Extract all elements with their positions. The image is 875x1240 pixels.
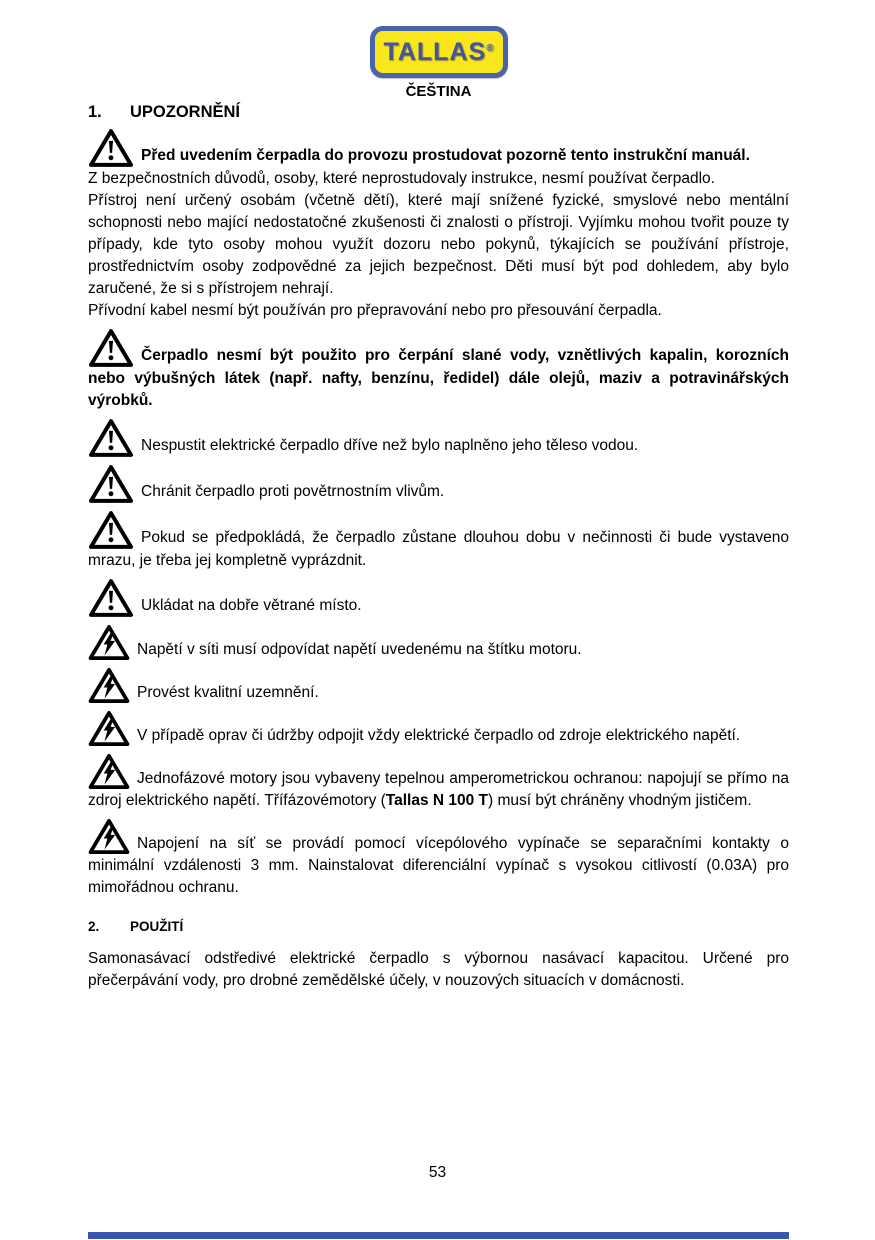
warning-empty-when-idle [88,510,789,572]
registered-trademark-icon: ® [486,42,494,54]
high-voltage-triangle-icon [88,818,130,855]
paragraph-safety-reasons: Z bezpečnostních důvodů, osoby, které neprostudovaly instrukce, nesmí používat čerpadlo. [88,170,715,187]
warning-text: Chránit čerpadlo proti povětrnostním vlivům. [141,483,445,500]
warning-disconnect-for-service [88,710,789,747]
warning-triangle-exclamation-icon [88,578,134,618]
high-voltage-triangle-icon [88,710,130,747]
high-voltage-triangle-icon [88,667,130,704]
section-1-heading [88,103,789,122]
warning-triangle-exclamation-icon [88,418,134,458]
warning-text: Napětí v síti musí odpovídat napětí uvedenému na štítku motoru. [137,641,582,658]
section-1-body [88,128,789,992]
warning-text: Ukládat na dobře větrané místo. [141,597,362,614]
warning-forbidden-liquids [88,328,789,412]
warning-text-post: ) musí být chráněny vhodným jističem. [488,792,752,809]
warning-text: Napojení na síť se provádí pomocí vícepólového vypínače se separačními kontakty o minimální vzdálenosti 3 mm. Nainstalovat diferenciální vypínač s vysokou citlivostí (0.03A) pro mimořádnou ochranu. [88,835,789,896]
tallas-logo [370,26,508,78]
logo-text [383,37,494,66]
section-1-title: UPOZORNĚNÍ [130,103,241,121]
logo-brand-name: TALLAS [383,37,487,66]
warning-text-pre: Jednofázové motory jsou vybaveny tepelnou amperometrickou ochranou: napojují se přímo na zdroj elektrického napětí. Třífázovémotory ( [88,770,789,809]
section-2-heading [88,919,789,934]
warning-grounding [88,667,789,704]
warning-text: Provést kvalitní uzemnění. [137,684,319,701]
warning-mains-voltage [88,624,789,661]
section-1-number: 1. [88,103,102,121]
logo-container [88,26,789,78]
paragraph-pump-usage: Samonasávací odstředivé elektrické čerpadlo s výbornou nasávací kapacitou. Určené pro přečerpávání vody, pro drobné zemědělské účely, v nouzových situacích v domácnosti. [88,950,789,989]
warning-text: Čerpadlo nesmí být použito pro čerpání slané vody, vznětlivých kapalin, korozních nebo výbušných látek (např. nafty, benzínu, ředidel) dále olejů, maziv a potravinářských výrobků. [88,347,789,409]
warning-text: Pokud se předpokládá, že čerpadlo zůstane dlouhou dobu v nečinnosti či bude vystaveno mrazu, je třeba jej kompletně vyprázdnit. [88,529,789,569]
paragraph-persons-restriction: Přístroj není určený osobám (včetně dětí), které mají snížené fyzické, smyslové nebo mentální schopnosti nebo mající nedostatočné zkušenosti či znalosti o přístroji. Vyjímku mohou tvořit pouze ty případy, kde tyto osoby mohou využít dozoru nebo pokynů, týkajících se používání přístroje, prostřednictvím osoby zodpovědné za jejich bezpečnost. Děti musí být pod dohledem, aby bylo zaručené, že si s přístrojem nehrají. [88,192,789,297]
warning-text: Nespustit elektrické čerpadlo dříve než bylo naplněno jeho těleso vodou. [141,437,639,454]
footer-rule [88,1232,789,1239]
warning-weather-protection [88,464,789,504]
warning-motor-protection [88,753,789,812]
section-2-title: POUŽITÍ [130,919,184,934]
warning-fill-before-start [88,418,789,458]
warning-mains-connection [88,818,789,899]
warning-triangle-exclamation-icon [88,510,134,550]
warning-ventilated-storage [88,578,789,618]
high-voltage-triangle-icon [88,624,130,661]
section-2-number: 2. [88,919,100,934]
warning-text: V případě oprav či údržby odpojit vždy elektrické čerpadlo od zdroje elektrického napětí. [137,727,741,744]
warning-triangle-exclamation-icon [88,128,134,168]
model-name: Tallas N 100 T [385,792,489,809]
warning-triangle-exclamation-icon [88,464,134,504]
warning-triangle-exclamation-icon [88,328,134,368]
paragraph-power-cable: Přívodní kabel nesmí být používán pro přepravování nebo pro přesouvání čerpadla. [88,302,662,319]
high-voltage-triangle-icon [88,753,130,790]
language-label: ČEŠTINA [405,83,472,100]
warning-text: Před uvedením čerpadla do provozu prostudovat pozorně tento instrukční manuál. [141,147,750,164]
page-number: 53 [428,1164,447,1181]
warning-read-manual [88,128,789,168]
